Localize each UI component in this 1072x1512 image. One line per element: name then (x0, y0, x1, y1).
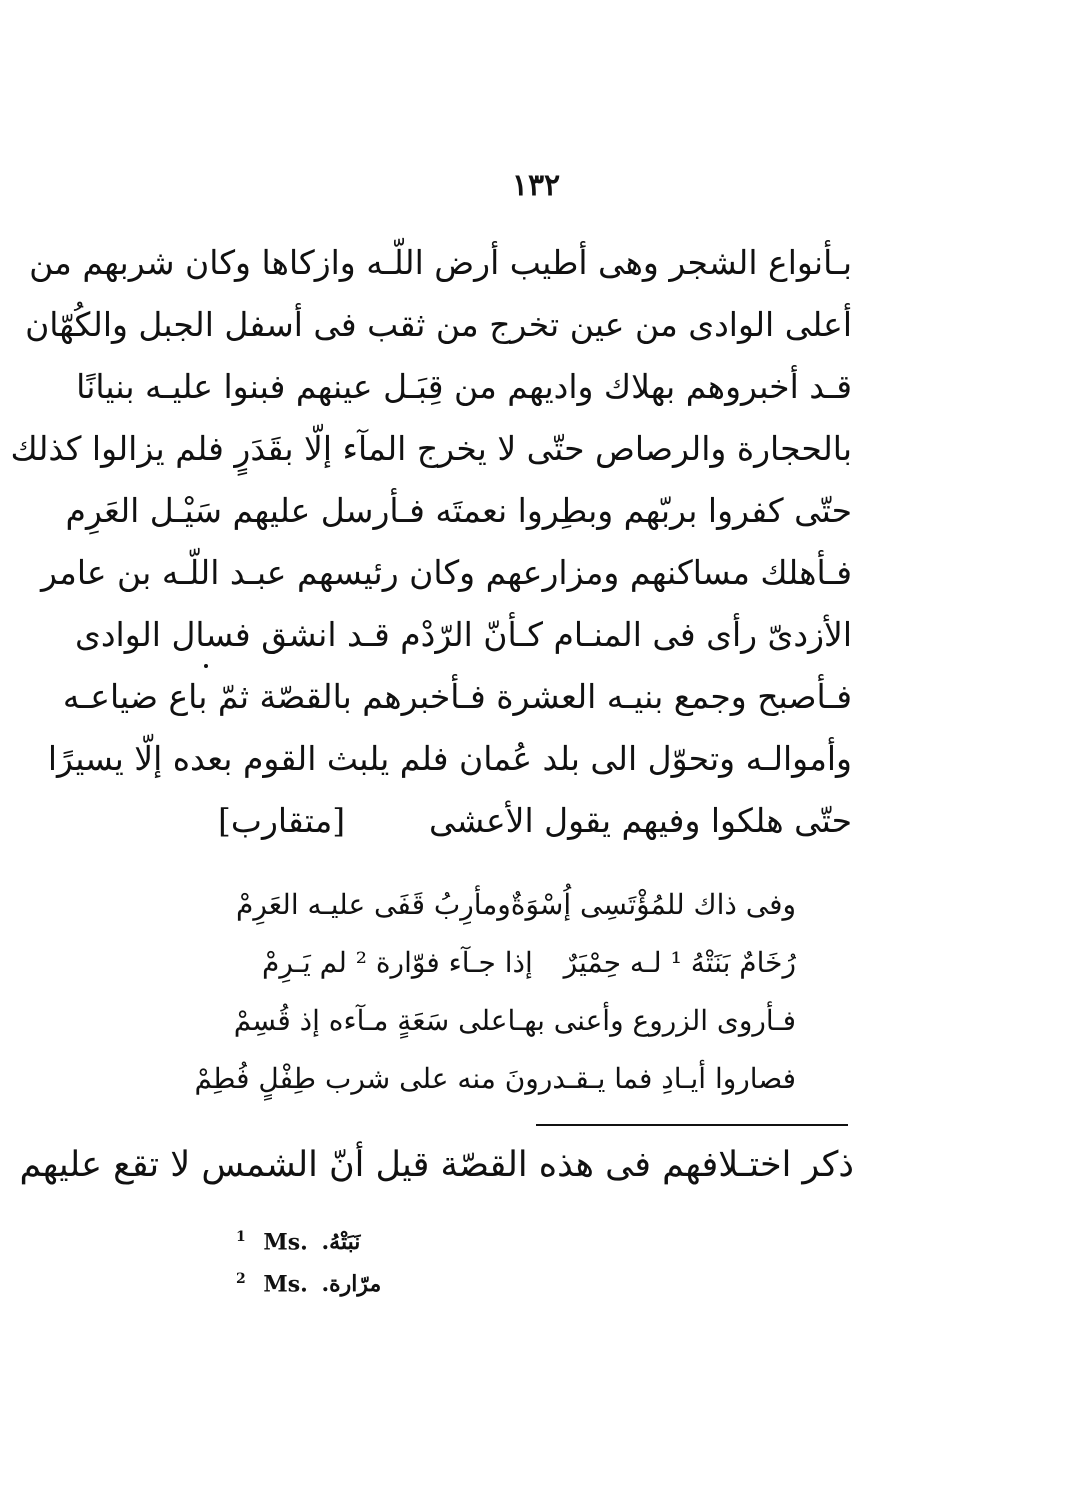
footnote (236, 1258, 536, 1300)
meter-label: [متقارب] (218, 801, 346, 840)
footnote-label: Ms. (263, 1271, 308, 1298)
prose-line: فـأهلك مساكنهم ومزارعهم وكان رئيسهم عبـد اللّـه بن عامر (40, 553, 852, 592)
prose-block (10, 232, 852, 852)
verse-second-hemistich: إذا جـآء فوّارة ² لم يَـرِمْ (262, 946, 533, 979)
verse-first-hemistich: وفى ذاك للمُؤْتَسِى إُسْوَةٌ (510, 888, 796, 921)
poem-verses (194, 876, 796, 1108)
verse-first-hemistich: فصاروا أيـادِ فما يـقـدرو (525, 1062, 796, 1095)
footnote-label: Ms. (263, 1229, 308, 1256)
prose-line: قـد أخبروهم بهلاك واديهم من قِبَـل عينهم فبنوا عليـه بنيانًا (76, 367, 852, 406)
verse-second-hemistich: ومأرِبُ قَفَى عليـه العَرِمْ (236, 888, 511, 921)
prose-line: الأزدىّ رأى فى المنـام كـأنّ الرّدْم قـد انشق فسال الوادى (75, 615, 852, 654)
verse (233, 992, 796, 1050)
verse (236, 876, 796, 934)
footnote-mark: 2 (236, 1271, 246, 1287)
footnote-text: مرّارة. (321, 1271, 382, 1298)
section-heading: ذكر اختـلافهم فى هذه القصّة قيل أنّ الشمس لا تقع عليهم (19, 1145, 854, 1185)
print-speck (204, 664, 208, 668)
verse-first-hemistich: فـأروى الزروع وأعنى بهـا (507, 1004, 796, 1037)
verse-first-hemistich: رُخَامٌ بَنَتْهُ ¹ لـه حِمْيَرٌ (563, 946, 796, 979)
prose-line: حتّى كفروا بربّهم وبطِروا نعمتَه فـأرسل عليهم سَيْـل العَرِم (65, 491, 852, 530)
prose-line: بـأنواع الشجر وهى أطيب أرض اللّـه وازكاها وكان شربهم من (29, 243, 852, 282)
prose-line: فـأصبح وجمع بنيـه العشرة فـأخبرهم بالقصّة ثمّ باع ضياعـه (62, 677, 852, 716)
verse-second-hemistich: على سَعَةٍ مـآءه إذ قُسِمْ (233, 1004, 508, 1037)
prose-line: حتّى هلكوا وفيهم يقول الأعشى (429, 801, 852, 840)
footnote-mark: 1 (236, 1229, 246, 1245)
footnotes (236, 1216, 536, 1300)
prose-last-line (218, 790, 852, 852)
verse-second-hemistich: نَ منه على شرب طِفْلٍ فُطِمْ (194, 1062, 526, 1095)
verse (194, 1050, 796, 1108)
prose-line: بالحجارة والرصاص حتّى لا يخرج المآء إلّا بقَدَرٍ فلم يزالوا كذلك (10, 429, 852, 468)
verse (262, 934, 796, 992)
prose-line: وأموالـه وتحوّل الى بلد عُمان فلم يلبث القوم بعده إلّا يسيرًا (47, 739, 852, 778)
prose-line: أعلى الوادى من عين تخرج من ثقب فى أسفل الجبل والكُهّان (25, 305, 852, 344)
footnote (236, 1216, 536, 1258)
page-number: ١٣٢ (511, 168, 561, 203)
footnote-text: نَبَتْهُ. (321, 1229, 361, 1256)
footnote-rule (536, 1124, 848, 1126)
